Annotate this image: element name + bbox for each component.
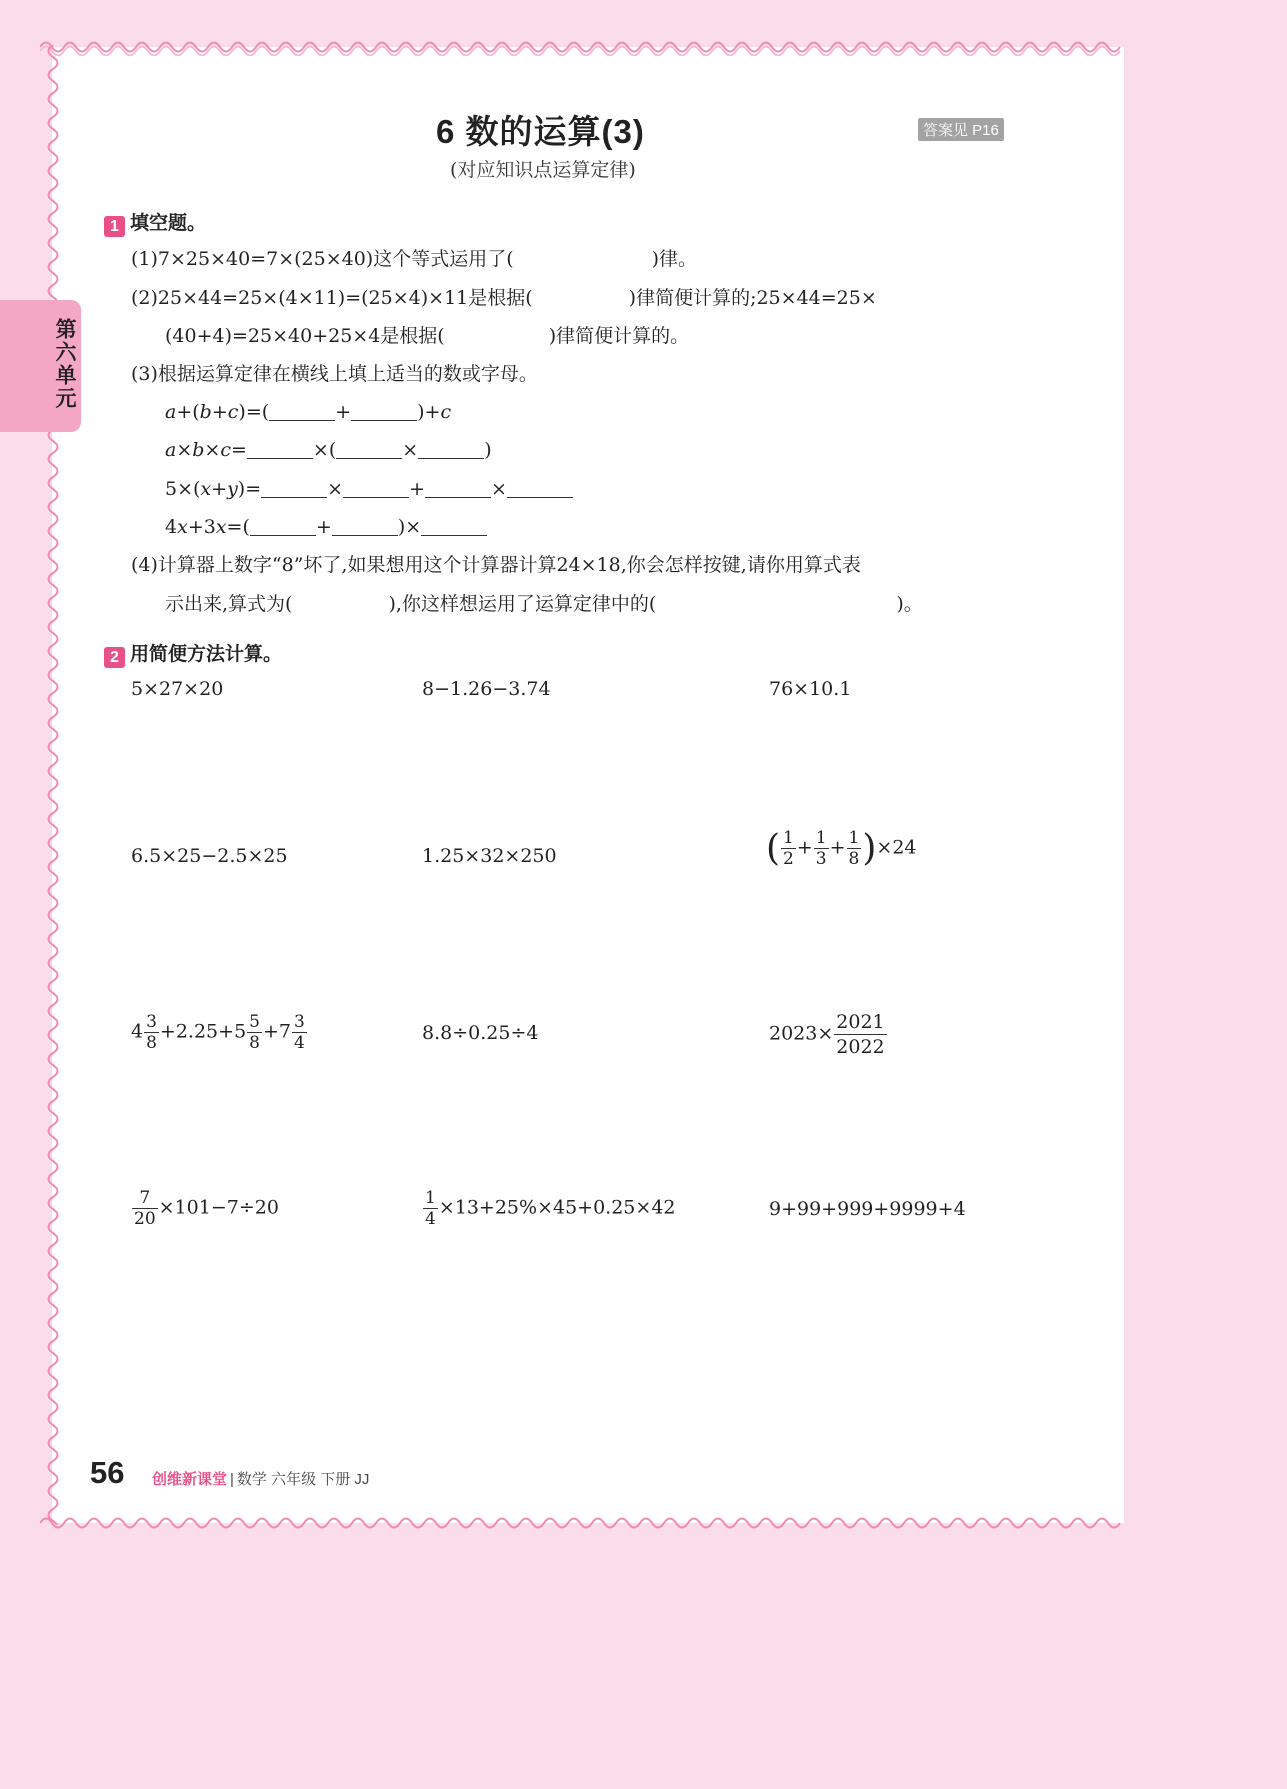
question-1-2-line2: [165, 324, 689, 348]
fill-blank[interactable]: [421, 517, 487, 536]
problem-r2c2: 1.25×32×250: [422, 845, 557, 867]
question-1-4-line2: [165, 592, 923, 616]
question-1-2-mid: )律简便计算的;25×44=25×: [628, 287, 877, 309]
fill-blank[interactable]: [250, 517, 316, 536]
formula-line-3: 5×(x+y)= × + ×: [165, 477, 573, 501]
section-2-number: 2: [104, 647, 125, 668]
fill-blank[interactable]: [269, 402, 335, 421]
answer-reference-badge: 答案见 P16: [918, 118, 1004, 141]
bottom-wavy-border: [40, 1514, 1128, 1532]
fill-blank[interactable]: [343, 479, 409, 498]
question-1-2-end: )律简便计算的。: [548, 325, 690, 347]
question-1-4-end: )。: [896, 593, 923, 615]
footer-text: 创维新课堂 | 数学 六年级 下册 JJ: [152, 1471, 370, 1488]
problem-r1c2: 8−1.26−3.74: [422, 678, 551, 700]
problem-r3c2: 8.8÷0.25÷4: [422, 1022, 539, 1044]
problem-r4c2-tail: ×13+25%×45+0.25×42: [438, 1196, 676, 1219]
top-wavy-border: [40, 38, 1128, 56]
unit-side-label: 第六单元: [53, 318, 76, 410]
question-1-3: (3)根据运算定律在横线上填上适当的数或字母。: [131, 363, 538, 385]
fill-blank[interactable]: [332, 517, 398, 536]
fill-blank[interactable]: [507, 479, 573, 498]
question-1-1: [131, 247, 697, 271]
section-2-heading: [104, 639, 282, 668]
problem-r4c2: $\frac{1}{4}$ ×13+25%×45+0.25×42: [425, 1188, 676, 1229]
problem-r1c1: 5×27×20: [131, 678, 224, 700]
page-title: 6 数的运算(3): [436, 113, 645, 150]
footer-book-info: 数学 六年级 下册 JJ: [236, 1471, 370, 1488]
page-subtitle: (对应知识点运算定律): [450, 159, 636, 181]
question-1-1-end: )律。: [651, 248, 698, 270]
question-1-2-text2: (40+4)=25×40+25×4是根据(: [165, 325, 445, 347]
section-1-heading: [104, 208, 206, 237]
section-2-title: 用简便方法计算。: [130, 644, 283, 665]
fill-blank[interactable]: [247, 440, 313, 459]
question-1-1-text: (1)7×25×40=7×(25×40)这个等式运用了(: [131, 248, 514, 270]
problem-r2c1: 6.5×25−2.5×25: [131, 845, 288, 867]
problem-r4c3: 9+99+999+9999+4: [769, 1198, 966, 1220]
fill-blank[interactable]: [418, 440, 484, 459]
left-wavy-border: [44, 45, 62, 1525]
problem-r3c1: 4 $\frac{3}{8}$ +2.25+5 $\frac{5}{8}$ +7 $\frac{3}{4}$: [131, 1012, 305, 1053]
problem-r4c1-tail: ×101−7÷20: [158, 1196, 279, 1219]
question-1-4-text3: ),你这样想运用了运算定律中的(: [388, 593, 657, 615]
fill-blank[interactable]: [351, 402, 417, 421]
section-1-number: 1: [104, 216, 125, 237]
problem-r4c1: $\frac{7}{20}$ ×101−7÷20: [134, 1188, 279, 1229]
formula-line-4: 4x+3x=( + )×: [165, 515, 487, 539]
fill-blank[interactable]: [336, 440, 402, 459]
problem-r2c3-tail: ×24: [876, 836, 917, 859]
problem-r1c3: 76×10.1: [769, 678, 852, 700]
fill-blank[interactable]: [261, 479, 327, 498]
problem-r3c3-text: 2023×: [769, 1022, 834, 1045]
page-number: 56: [90, 1455, 125, 1490]
fill-blank[interactable]: [425, 479, 491, 498]
section-1-title: 填空题。: [130, 213, 207, 234]
problem-r2c3: ( $\frac{1}{2}$ + $\frac{1}{3}$ + $\frac{1}{8}$ )×24: [766, 828, 917, 869]
formula-line-2: a×b×c= ×( × ): [165, 439, 492, 461]
question-1-2: [131, 286, 877, 310]
footer-brand: 创维新课堂: [152, 1471, 228, 1488]
question-1-2-text: (2)25×44=25×(4×11)=(25×4)×11是根据(: [131, 287, 533, 309]
formula-line-1: a+(b+c)=( + )+c: [165, 401, 452, 423]
problem-r3c3: 2023× $\frac{2021}{2022}$: [769, 1011, 885, 1058]
question-1-4: (4)计算器上数字“8”坏了,如果想用这个计算器计算24×18,你会怎样按键,请你用算式表: [131, 554, 861, 576]
question-1-4-text2: 示出来,算式为(: [165, 593, 293, 615]
